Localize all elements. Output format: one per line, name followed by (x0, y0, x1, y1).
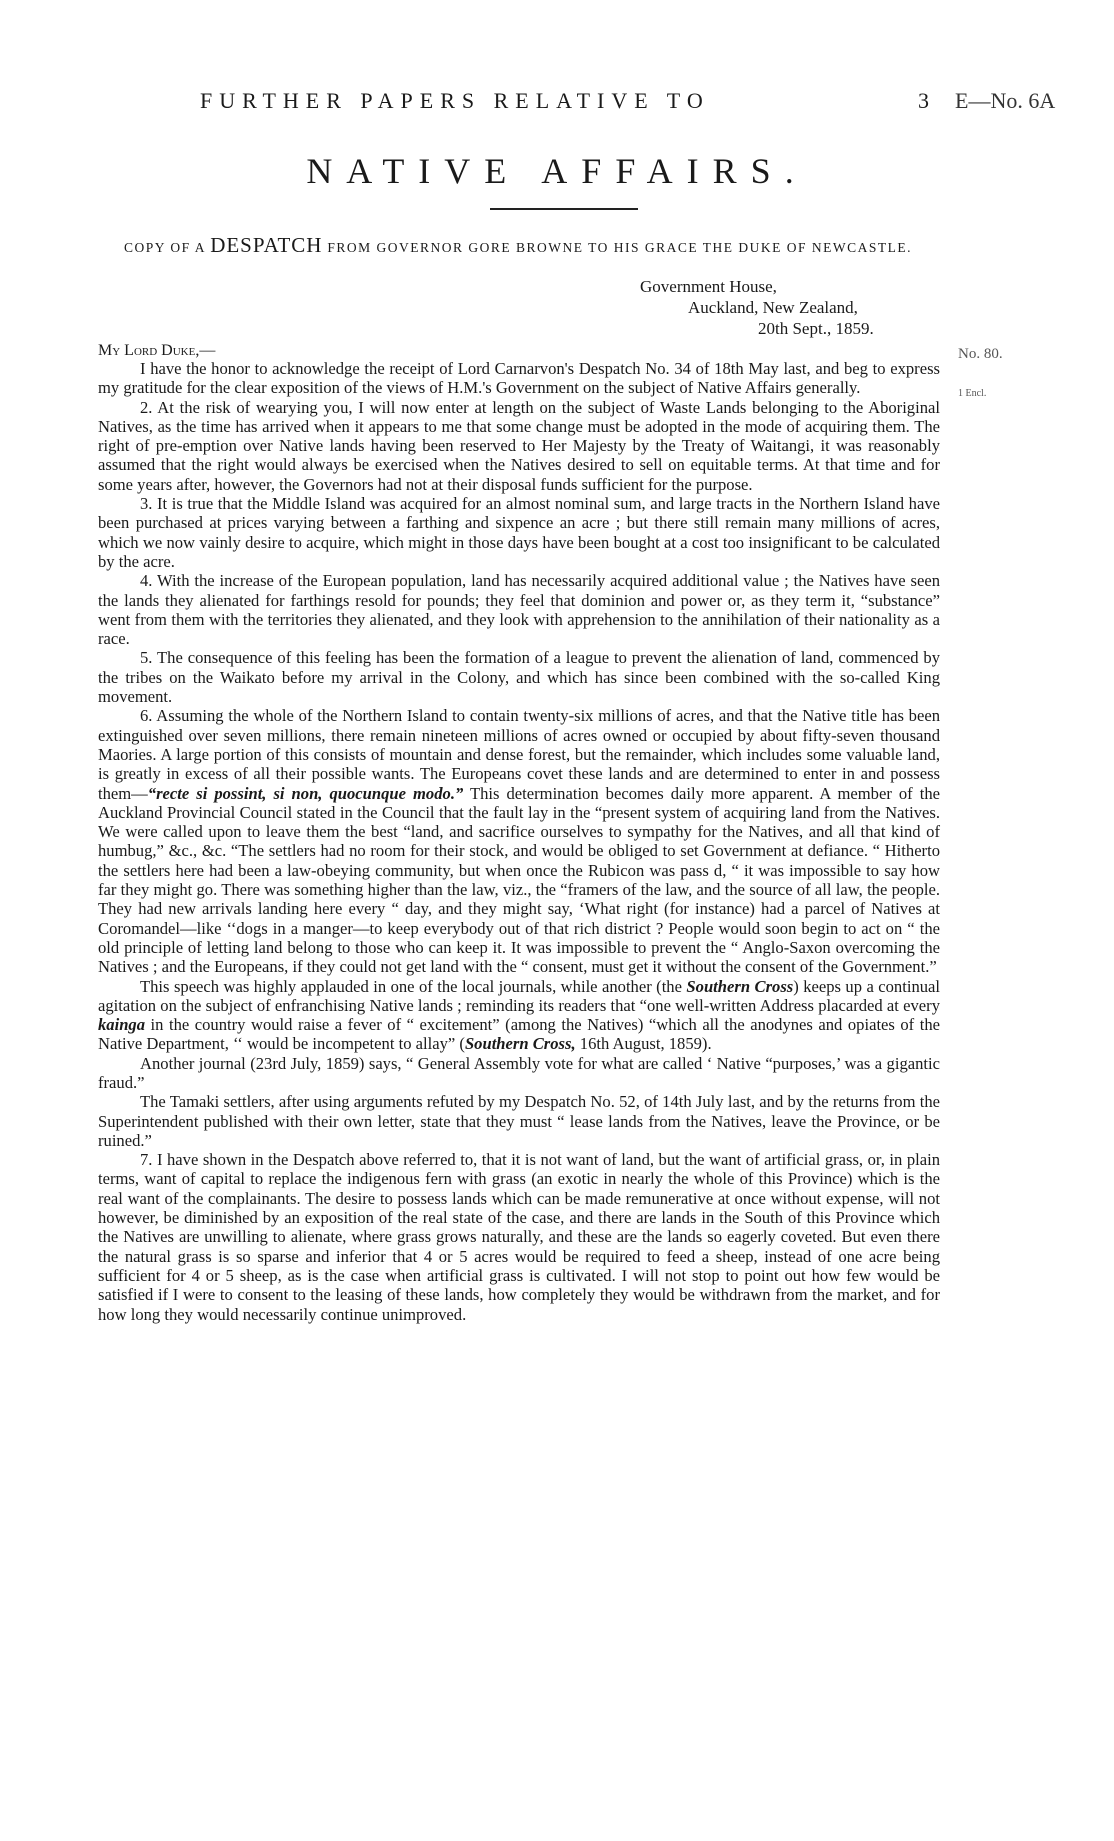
address-line-1: Government House, (640, 277, 777, 296)
address-block (640, 276, 874, 339)
running-title: FURTHER PAPERS RELATIVE TO (200, 88, 710, 113)
heading-despatch: DESPATCH (210, 233, 323, 257)
paragraph-7: 7. I have shown in the Despatch above referred to, that it is not want of land, but the want of artificial grass, or, in plain terms, want of capital to replace the indigenous fern with grass (an exotic in nearly the whole of this Province) which is the real want of the complainants. The desire to possess lands which can be made remunerative at once without expense, will not however, be diminished by an exposition of the real state of the case, and there are lands in the South of this Province which the Natives are unwilling to alienate, where grass grows naturally, and these are the lands so eagerly coveted. But even there the natural grass is so sparse and inferior that 4 or 5 acres would be required to feed a sheep, instead of one acre being sufficient for 4 or 5 sheep, as is the case when artificial grass is cultivated. I will not stop to point out how few would be satisfied if I were to consent to the leasing of these lands, how completely they would be withdrawn from the market, and for how long they would necessarily continue unimproved. (98, 1150, 940, 1324)
paragraph-4: 4. With the increase of the European population, land has necessarily acquired additional value ; the Natives have seen the lands they alienated for farthings resold for pounds; they feel that dominion and power or, as they term it, “substance” went from them with the territories they alienated, and they look with apprehension to the annihilation of their nationality as a race. (98, 571, 940, 649)
margin-despatch-number: No. 80. (958, 346, 1003, 362)
salutation: My Lord Duke,— (98, 342, 216, 359)
despatch-body (98, 359, 940, 1324)
page-title: NATIVE AFFAIRS. (306, 151, 808, 191)
address-line-3: 20th Sept., 1859. (758, 319, 874, 338)
paragraph-6-part-b: This determination becomes daily more apparent. A member of the Auckland Provincial Council stated in the Council that the fault lay in the “present system of acquiring land from the Natives. We were called upon to leave them the best “land, and sacrifice ourselves to sympathy for the Natives, and all that kind of humbug,” &c., &c. “The settlers had no room for their stock, and would be obliged to set Government at defiance. “ Hitherto the settlers here had been a law-obeying community, but when once the Rubicon was pass d, “ it was impossible to say how far they might go. There was something higher than the law, viz., the “framers of the law, and the source of all law, the people. They had new arrivals landing here every “ day, and they might say, ‘What right (for instance) had a parcel of Natives at Coromandel—like ‘‘dogs in a manger—to keep everybody out of that rich district ? People would soon begin to act on “ the old principle of letting land belong to those who can keep it. It was impossible to prevent the “ Anglo-Saxon overcoming the Natives ; and the Europeans, if they could not get land with the “ consent, must get it without the consent of the Government.” (98, 783, 940, 977)
reaction-text-d: 16th August, 1859). (575, 1034, 712, 1054)
title-rule (490, 208, 638, 210)
paragraph-speech-reaction (98, 977, 940, 1054)
reaction-text-a: This speech was highly applauded in one of the local journals, while another (the (140, 976, 687, 996)
latin-quotation: “recte si possint, si non, quocunque modo.” (147, 783, 464, 803)
paragraph-6-part-a: 6. Assuming the whole of the Northern Island to contain twenty-six millions of acres, and that the Native title has been extinguished over seven millions, there remain nineteen millions of acres owned or occupied by about fifty-seven thousand Maories. A large portion of this consists of mountain and dense forest, but the remainder, which includes some valuable land, is greatly in excess of all their possible wants. The Europeans covet these lands and are determined to enter in and possess them— (98, 706, 940, 803)
address-line-2: Auckland, New Zealand, (688, 298, 858, 317)
paragraph-5: 5. The consequence of this feeling has been the formation of a league to prevent the alienation of land, commenced by the tribes on the Waikato before my arrival in the Colony, and which has since been combined with the so-called King movement. (98, 648, 940, 707)
paragraph-tamaki-settlers: The Tamaki settlers, after using arguments refuted by my Despatch No. 52, of 14th July last, and by the returns from the Superintendent published with their own letter, state that they must “ lease lands from the Natives, leave the Province, or be ruined.” (98, 1092, 940, 1150)
paragraph-1: I have the honor to acknowledge the receipt of Lord Carnarvon's Despatch No. 34 of 18th May last, and beg to express my gratitude for the clear exposition of the views of H.M.'s Government on the subject of Native Affairs generally. (98, 359, 940, 398)
heading-rest: FROM GOVERNOR GORE BROWNE TO HIS GRACE THE DUKE OF NEWCASTLE. (327, 240, 912, 255)
margin-enclosure-note: 1 Encl. (958, 388, 987, 399)
maori-word-kainga: kainga (98, 1015, 146, 1035)
paragraph-another-journal: Another journal (23rd July, 1859) says, “ General Assembly vote for what are called ‘ Native “purposes,’ was a gigantic fraud.” (98, 1053, 940, 1092)
paragraph-6 (98, 706, 940, 976)
paragraph-2: 2. At the risk of wearying you, I will now enter at length on the subject of Waste Lands belonging to the Aboriginal Natives, as the time has arrived when it appears to me that some change must be adopted in the mode of acquiring them. The right of pre-emption over Native lands having been reserved to Her Majesty by the Treaty of Waitangi, it was reasonably assumed that the right would always be exercised when the Natives desired to sell on equitable terms. At that time and for some years after, however, the Governors had not at their disposal funds sufficient for the purpose. (98, 397, 940, 494)
page-number: 3 (918, 88, 929, 113)
despatch-heading (98, 233, 938, 257)
paper-reference: E—No. 6A (955, 88, 1056, 113)
reaction-text-c: in the country would raise a fever of “ excitement” (among the Natives) “which all the anodynes and opiates of the Native Department, ‘‘ would be incompetent to allay” ( (98, 1015, 940, 1054)
newspaper-name: Southern Cross (686, 976, 794, 996)
heading-prefix: COPY OF A (124, 240, 206, 255)
paragraph-3: 3. It is true that the Middle Island was acquired for an almost nominal sum, and large tracts in the Northern Island have been purchased at prices varying between a farthing and sixpence an acre ; but there still remain many millions of acres, which we now vainly desire to acquire, which might in those days have been bought at a cost too insignificant to be calculated by the acre. (98, 494, 940, 571)
reaction-text-b: ) keeps up a continual agitation on the subject of enfranchising Native lands ; reminding its readers that “one well-written Address placarded at every (98, 976, 941, 1015)
newspaper-name-2: Southern Cross, (464, 1034, 576, 1054)
